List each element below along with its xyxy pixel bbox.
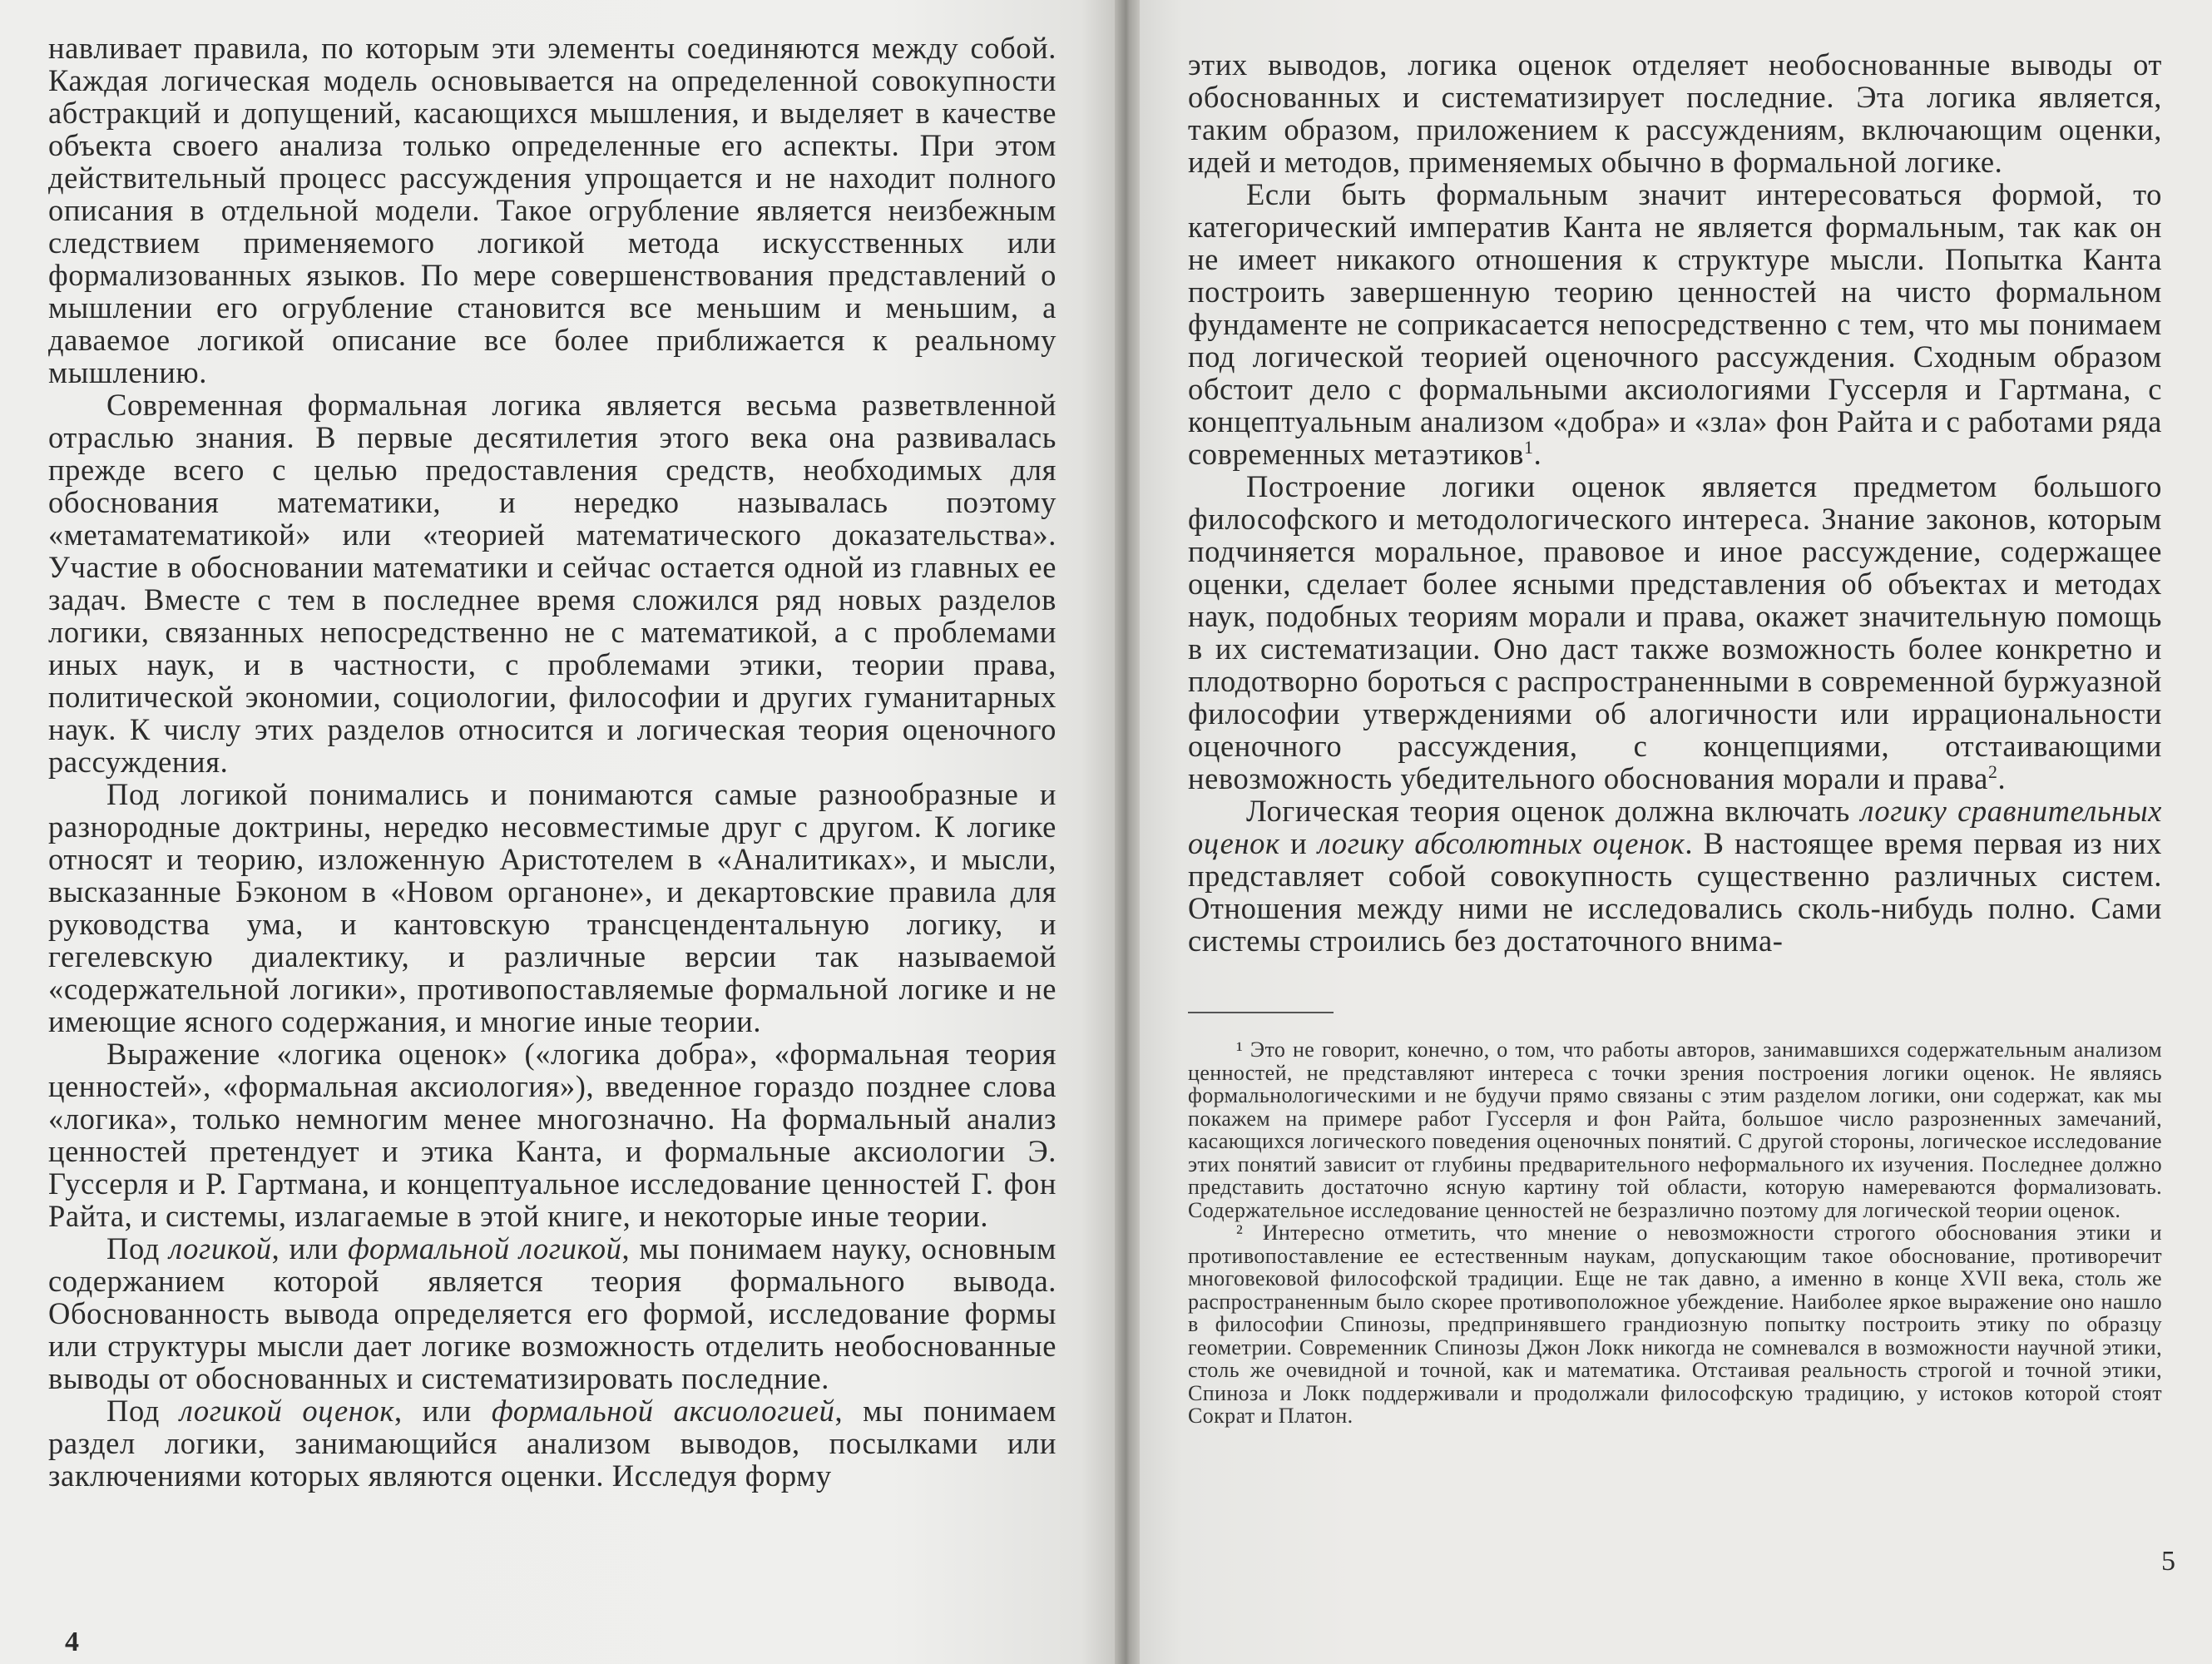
page-number: 4 bbox=[65, 1627, 79, 1657]
paragraph: Выражение «логика оценок» («логика добра», «формальная теория ценностей», «формальная аксиология»), введенное гораздо позднее слова «логика», только немногим менее многозначно. На формальный анализ ценностей претендует и этика Канта, и формальные аксиологии Э. Гуссерля и Р. Гартмана, и концептуальное исследование ценностей Г. фон Райта, и системы, излагаемые в этой книге, и некоторые иные теории. bbox=[48, 1037, 1057, 1233]
italic-term: формальной логикой bbox=[347, 1231, 622, 1265]
footnote-ref: 2 bbox=[1987, 760, 1998, 782]
footnote-1: ¹ Это не говорит, конечно, о том, что работы авторов, занимавшихся содержательным анализом ценностей, не представляют интереса с точки зрения построения логики оценок. Не являясь формальнологическими и не будучи прямо связаны с этим разделом логики, они содержат, как мы покажем на примере работ Гуссерля и фон Райта, большое число разрозненных замечаний, касающихся логического поведения оценочных понятий. С другой стороны, логическое исследование этих понятий зависит от глубины предварительного неформального их изучения. Последнее должно представить достаточно ясную картину той области, которую намереваются формализовать. Содержательное исследование ценностей не безразлично поэтому для логической теории оценок. bbox=[1188, 1038, 2162, 1222]
book-gutter bbox=[1115, 0, 1140, 1664]
italic-term: формальной аксиологией bbox=[491, 1394, 835, 1428]
right-page-text bbox=[1188, 48, 2162, 957]
italic-term: логику сравнительных оценок bbox=[1188, 794, 2162, 860]
footnote-divider bbox=[1188, 1012, 1334, 1013]
paragraph: Построение логики оценок является предметом большого философского и методологического интереса. Знание законов, которым подчиняется моральное, правовое и иное рассуждение, содержащее оценки, сделает более ясными представления об объектах и методах наук, подобных теориям морали и права, окажет значительную помощь в их систематизации. Оно даст также возможность более конкретно и плодотворно бороться с распространенными в современной буржуазной философии утверждениями об алогичности или иррациональности оценочного рассуждения, с концепциями, отстаивающими невозможность убедительного обоснования морали и права$^2$. bbox=[1188, 469, 2162, 795]
paragraph-definition-value-logic: Под логикой оценок, или формальной аксиологией, мы понимаем раздел логики, занимающийся анализом выводов, посылками или заключениями которых являются оценки. Исследуя форму bbox=[48, 1394, 1057, 1493]
paragraph-definition-logic: Под логикой, или формальной логикой, мы понимаем науку, основным содержанием которой является теория формального вывода. Обоснованность вывода определяется его формой, исследование формы или структуры мысли дает логике возможность отделить необоснованные выводы от обоснованных и систематизировать последние. bbox=[48, 1231, 1057, 1395]
italic-term: логику абсолютных оценок bbox=[1317, 826, 1685, 860]
paragraph: Если быть формальным значит интересоваться формой, то категорический императив Канта не является формальным, так как он не имеет никакого отношения к структуре мысли. Попытка Канта построить завершенную теорию ценностей на чисто формальном фундаменте не соприкасается непосредственно с тем, что мы понимаем под логической теорией оценочного рассуждения. Сходным образом обстоит дело с формальными аксиологиями Гуссерля и Гартмана, с концептуальным анализом «добра» и «зла» фон Райта и с работами ряда современных метаэтиков$^1$. bbox=[1188, 177, 2162, 471]
italic-term: логикой оценок bbox=[179, 1394, 395, 1428]
footnotes bbox=[1188, 1038, 2162, 1428]
paragraph: этих выводов, логика оценок отделяет необоснованные выводы от обоснованных и систематизирует последние. Эта логика является, таким образом, приложением к рассуждениям, включающим оценки, идей и методов, применяемых обычно в формальной логике. bbox=[1188, 47, 2162, 179]
footnote-2: ² Интересно отметить, что мнение о невозможности строгого обоснования этики и противопоставление ее естественным наукам, допускающим такое обоснование, противоречит многовековой философской традиции. Еще не так давно, а именно в конце XVII века, столь же распространенным было скорее противоположное убеждение. Наиболее яркое выражение оно нашло в философии Спинозы, предпринявшего грандиозную попытку построить этику по образцу геометрии. Современник Спинозы Джон Локк никогда не сомневался в возможности научной этики, столь же очевидной и точной, как и математика. Отстаивая реальность строгой и точной этики, Спиноза и Локк поддерживали и продолжали философскую традицию, у истоков которой стоят Сократ и Платон. bbox=[1188, 1221, 2162, 1428]
paragraph: навливает правила, по которым эти элементы соединяются между собой. Каждая логическая модель основывается на определенной совокупности абстракций и допущений, касающихся мышления, и выделяет в качестве объекта своего анализа только определенные его аспекты. При этом действительный процесс рассуждения упрощается и не находит полного описания в отдельной модели. Такое огрубление является неизбежным следствием применяемого логикой метода искусственных или формализованных языков. По мере совершенствования представлений о мышлении его огрубление становится все меньшим и меньшим, а даваемое логикой описание все более приближается к реальному мышлению. bbox=[48, 31, 1057, 389]
paragraph: Под логикой понимались и понимаются самые разнообразные и разнородные доктрины, нередко несовместимые друг с другом. К логике относят и теорию, изложенную Аристотелем в «Аналитиках», и мысли, высказанные Бэконом в «Новом органоне», и декартовские правила для руководства ума, и кантовскую трансцендентальную логику, и гегелевскую диалектику, и различные версии так называемой «содержательной логики», противопоставляемые формальной логике и не имеющие ясного содержания, и многие иные теории. bbox=[48, 777, 1057, 1038]
left-page-text bbox=[48, 32, 1057, 1492]
right-page bbox=[1140, 0, 2212, 1664]
paragraph: Современная формальная логика является весьма разветвленной отраслью знания. В первые десятилетия этого века она развивалась прежде всего с целью предоставления средств, необходимых для обоснования математики, и нередко называлась поэтому «метаматематикой» или «теорией математического доказательства». Участие в обосновании математики и сейчас остается одной из главных ее задач. Вместе с тем в последнее время сложился ряд новых разделов логики, связанных непосредственно не с математикой, а с проблемами иных наук, и в частности, с проблемами этики, теории права, политической экономии, социологии, философии и других гуманитарных наук. К числу этих разделов относится и логическая теория оценочного рассуждения. bbox=[48, 388, 1057, 779]
italic-term: логикой bbox=[169, 1231, 272, 1265]
footnote-ref: 1 bbox=[1524, 436, 1534, 458]
paragraph: Логическая теория оценок должна включать логику сравнительных оценок и логику абсолютных оценок. В настоящее время первая из них представляет собой совокупность существенно различных систем. Отношения между ними не исследовались сколь-нибудь полно. Сами системы строились без достаточного внима- bbox=[1188, 794, 2162, 958]
page-number: 5 bbox=[2161, 1546, 2175, 1577]
